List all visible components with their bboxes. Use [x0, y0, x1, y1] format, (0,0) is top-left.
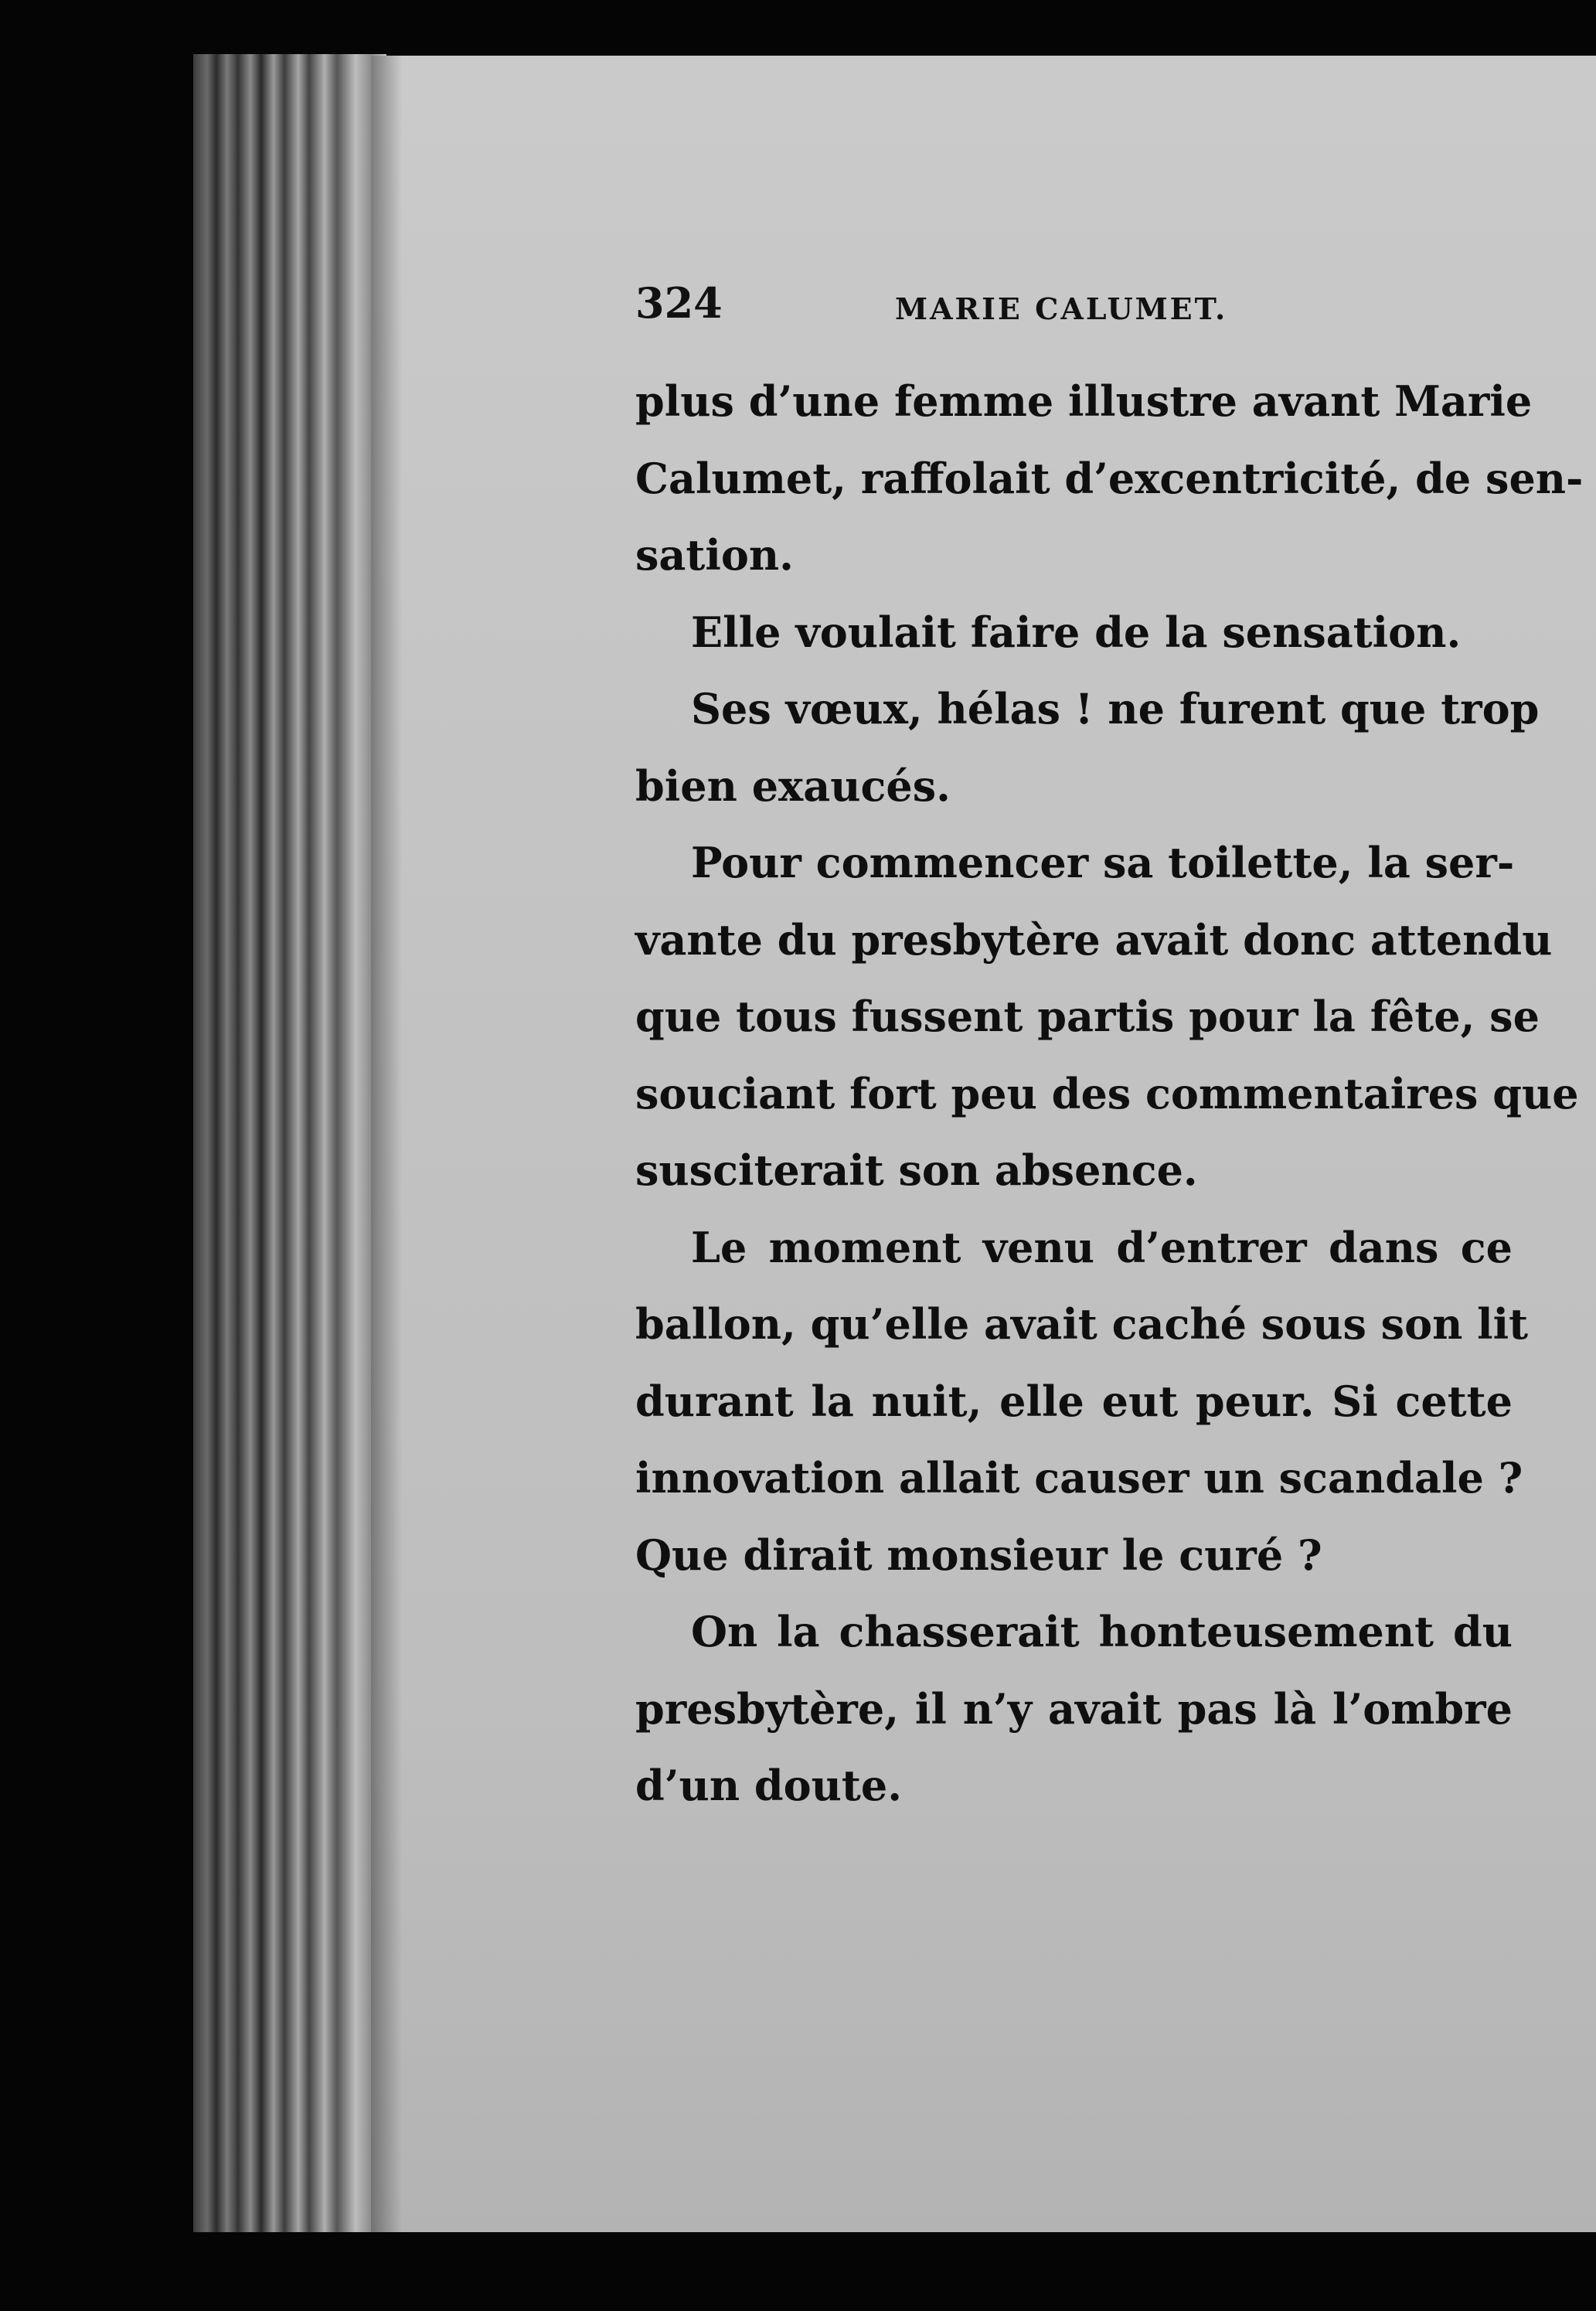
text-line: innovation allait causer un scandale ?: [635, 1453, 1523, 1503]
text-line: que tous fussent partis pour la fête, se: [635, 992, 1540, 1041]
text-line: Que dirait monsieur le curé ?: [635, 1530, 1322, 1580]
book-page-edges: [193, 54, 386, 2234]
text-line: souciant fort peu des commentaires que: [635, 1068, 1579, 1118]
text-line: sation.: [635, 530, 794, 580]
text-line: bien exaucés.: [635, 761, 951, 811]
text-line: d’un doute.: [635, 1761, 903, 1810]
text-line: Elle voulait faire de la sensation.: [691, 607, 1462, 657]
text-line: durant la nuit, elle eut peur. Si cette: [635, 1376, 1513, 1426]
text-line: ballon, qu’elle avait caché sous son lit: [635, 1299, 1529, 1349]
text-line: vante du presbytère avait donc attendu: [635, 914, 1553, 965]
page-header: [635, 272, 1516, 334]
running-head: MARIE CALUMET.: [895, 291, 1228, 326]
scan-border: [0, 2232, 1596, 2311]
text-line: Ses vœux, hélas ! ne furent que trop: [691, 684, 1540, 733]
text-line: Calumet, raffolait d’excentricité, de sen-: [635, 453, 1584, 503]
gutter-shadow: [371, 56, 402, 2235]
body-text: [635, 363, 1584, 1825]
text-line: Pour commencer sa toilette, la ser-: [691, 838, 1515, 887]
text-line: plus d’une femme illustre avant Marie: [635, 376, 1533, 426]
text-line: presbytère, il n’y avait pas là l’ombre: [635, 1683, 1513, 1734]
text-line: Le moment venu d’entrer dans ce: [691, 1222, 1513, 1272]
text-line: On la chasserait honteusement du: [691, 1607, 1513, 1656]
page-number: 324: [635, 278, 723, 328]
text-line: susciterait son absence.: [635, 1145, 1198, 1195]
